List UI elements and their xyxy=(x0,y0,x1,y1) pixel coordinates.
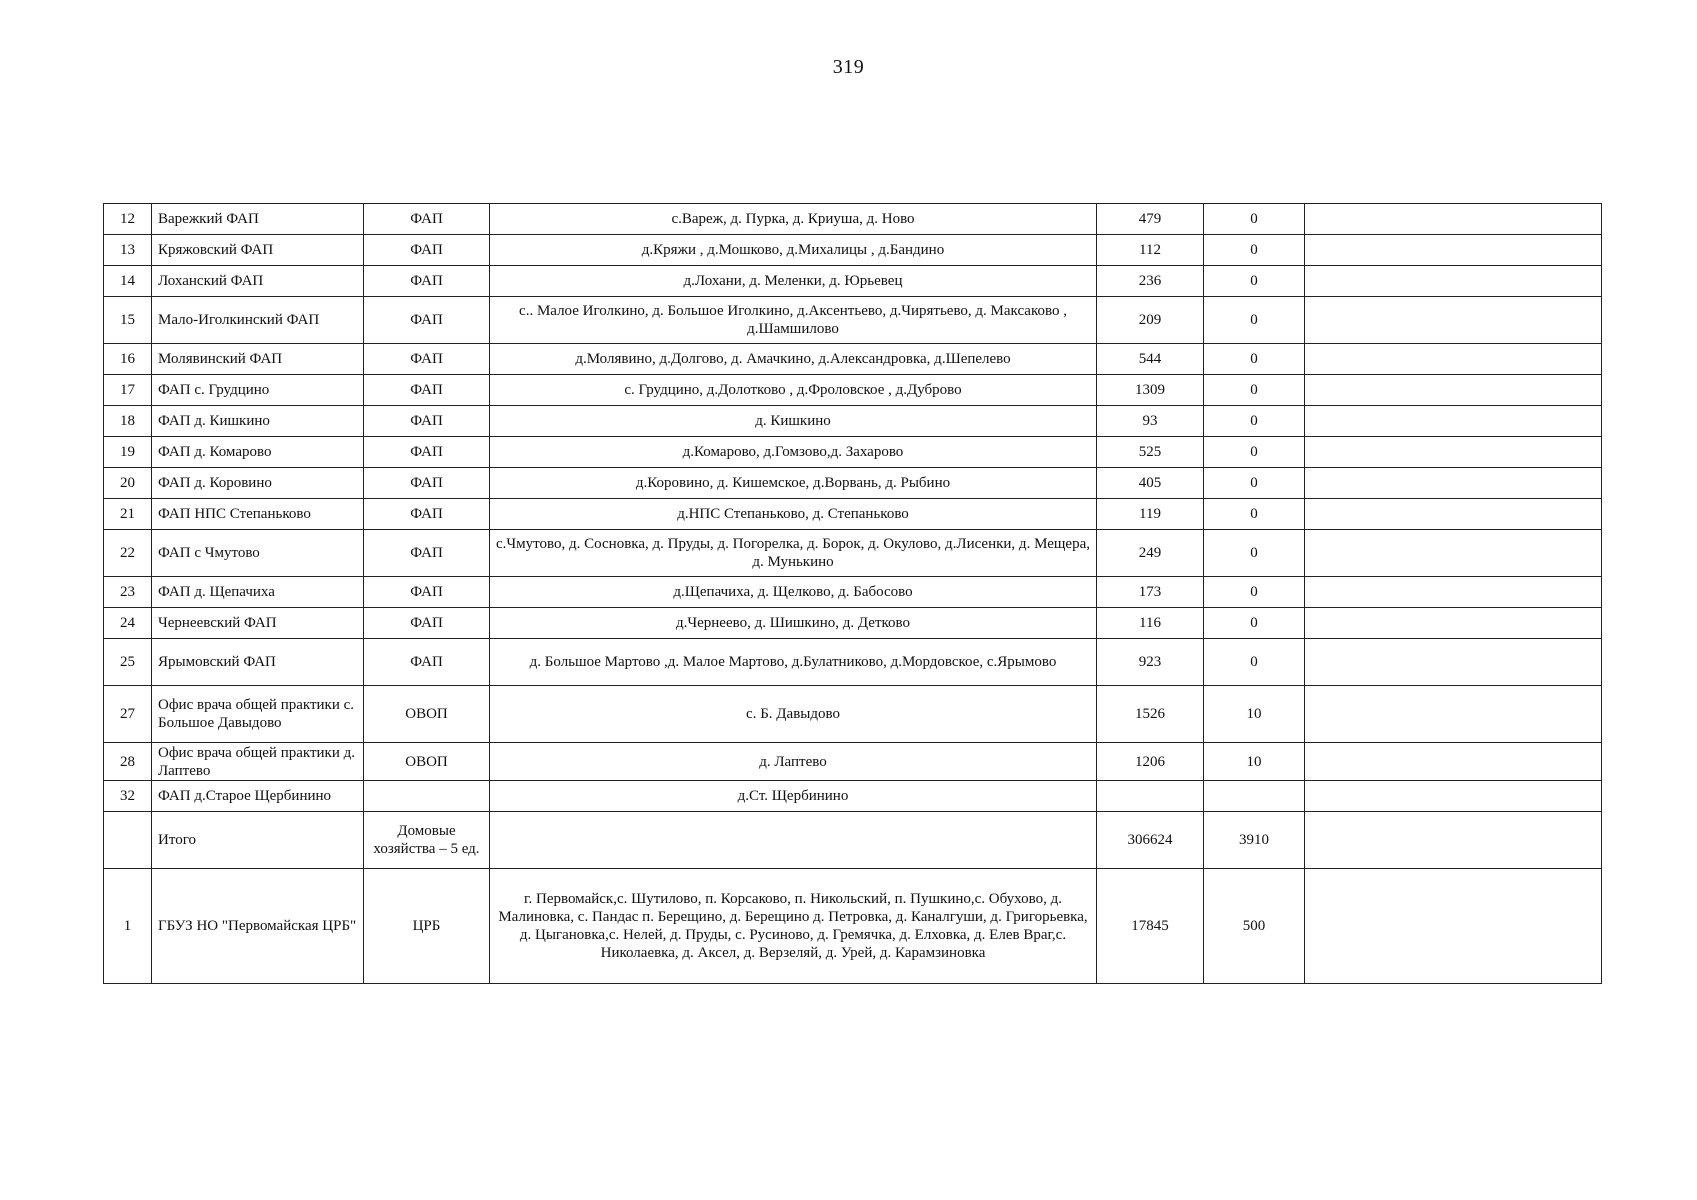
facility-name-cell: Чернеевский ФАП xyxy=(152,608,364,639)
notes-cell xyxy=(1305,530,1602,577)
row-number-cell: 19 xyxy=(104,437,152,468)
notes-cell xyxy=(1305,781,1602,812)
facility-type-cell: ФАП xyxy=(364,499,490,530)
table-row xyxy=(104,639,1602,686)
service-area-cell: д.Лохани, д. Меленки, д. Юрьевец xyxy=(490,266,1097,297)
service-area-cell: с. Грудцино, д.Долотково , д.Фроловское , д.Дуброво xyxy=(490,375,1097,406)
beds-cell: 500 xyxy=(1204,869,1305,984)
table-row xyxy=(104,297,1602,344)
facility-type-cell: ФАП xyxy=(364,530,490,577)
service-area-cell: д.НПС Степаньково, д. Степаньково xyxy=(490,499,1097,530)
service-area-cell: д.Кряжи , д.Мошково, д.Михалицы , д.Бандино xyxy=(490,235,1097,266)
service-area-cell: д.Чернеево, д. Шишкино, д. Детково xyxy=(490,608,1097,639)
population-cell: 525 xyxy=(1097,437,1204,468)
service-area-cell: с.Вареж, д. Пурка, д. Криуша, д. Ново xyxy=(490,204,1097,235)
row-number-cell: 25 xyxy=(104,639,152,686)
table-row xyxy=(104,869,1602,984)
row-number-cell: 1 xyxy=(104,869,152,984)
row-number-cell: 22 xyxy=(104,530,152,577)
notes-cell xyxy=(1305,499,1602,530)
beds-cell: 0 xyxy=(1204,406,1305,437)
row-number-cell: 14 xyxy=(104,266,152,297)
population-cell: 544 xyxy=(1097,344,1204,375)
facility-type-cell: Домовые хозяйства – 5 ед. xyxy=(364,812,490,869)
notes-cell xyxy=(1305,375,1602,406)
population-cell: 116 xyxy=(1097,608,1204,639)
facility-name-cell: ГБУЗ НО "Первомайская ЦРБ" xyxy=(152,869,364,984)
beds-cell: 0 xyxy=(1204,468,1305,499)
beds-cell: 0 xyxy=(1204,608,1305,639)
facility-type-cell: ФАП xyxy=(364,406,490,437)
population-cell: 1206 xyxy=(1097,743,1204,781)
beds-cell: 0 xyxy=(1204,297,1305,344)
row-number-cell: 20 xyxy=(104,468,152,499)
beds-cell: 10 xyxy=(1204,743,1305,781)
population-cell: 173 xyxy=(1097,577,1204,608)
row-number-cell: 16 xyxy=(104,344,152,375)
notes-cell xyxy=(1305,468,1602,499)
beds-cell: 0 xyxy=(1204,235,1305,266)
table-row xyxy=(104,499,1602,530)
facility-type-cell: ФАП xyxy=(364,235,490,266)
facility-name-cell: Кряжовский ФАП xyxy=(152,235,364,266)
table-row xyxy=(104,266,1602,297)
population-cell: 1526 xyxy=(1097,686,1204,743)
service-area-cell: с.. Малое Иголкино, д. Большое Иголкино, д.Аксентьево, д.Чирятьево, д. Максаково , д.Шамшилово xyxy=(490,297,1097,344)
table-row xyxy=(104,375,1602,406)
facility-name-cell: ФАП д. Комарово xyxy=(152,437,364,468)
page-number: 319 xyxy=(832,56,865,78)
service-area-cell: д.Молявино, д.Долгово, д. Амачкино, д.Александровка, д.Шепелево xyxy=(490,344,1097,375)
facility-name-cell: Молявинский ФАП xyxy=(152,344,364,375)
beds-cell: 10 xyxy=(1204,686,1305,743)
facility-name-cell: Мало-Иголкинский ФАП xyxy=(152,297,364,344)
facility-type-cell: ФАП xyxy=(364,375,490,406)
facility-name-cell: Офис врача общей практики с. Большое Давыдово xyxy=(152,686,364,743)
population-cell: 306624 xyxy=(1097,812,1204,869)
facility-type-cell: ФАП xyxy=(364,266,490,297)
service-area-cell: д.Комарово, д.Гомзово,д. Захарово xyxy=(490,437,1097,468)
service-area-cell: г. Первомайск,с. Шутилово, п. Корсаково, п. Никольский, п. Пушкино,с. Обухово, д. Малиновка, с. Пандас п. Берещино, д. Берещино д. Петровка, д. Каналгуши, д. Григорьевка, д. Цыгановка,с. Нелей, д. Пруды, с. Русиново, д. Гремячка, д. Елховка, д. Елев Враг,с. Николаевка, д. Аксел, д. Верзеляй, д. Урей, д. Карамзиновка xyxy=(490,869,1097,984)
row-number-cell: 13 xyxy=(104,235,152,266)
table-row xyxy=(104,344,1602,375)
facility-type-cell: ФАП xyxy=(364,577,490,608)
table-row xyxy=(104,686,1602,743)
population-cell: 119 xyxy=(1097,499,1204,530)
notes-cell xyxy=(1305,437,1602,468)
beds-cell xyxy=(1204,781,1305,812)
population-cell: 1309 xyxy=(1097,375,1204,406)
facility-name-cell: ФАП с Чмутово xyxy=(152,530,364,577)
notes-cell xyxy=(1305,406,1602,437)
facility-type-cell: ФАП xyxy=(364,639,490,686)
table-row xyxy=(104,235,1602,266)
facility-type-cell: ФАП xyxy=(364,468,490,499)
facility-name-cell: ФАП д.Старое Щербинино xyxy=(152,781,364,812)
row-number-cell: 28 xyxy=(104,743,152,781)
facility-type-cell: ФАП xyxy=(364,297,490,344)
population-cell: 923 xyxy=(1097,639,1204,686)
facility-type-cell: ФАП xyxy=(364,437,490,468)
service-area-cell xyxy=(490,812,1097,869)
population-cell: 236 xyxy=(1097,266,1204,297)
beds-cell: 0 xyxy=(1204,375,1305,406)
facility-name-cell: Итого xyxy=(152,812,364,869)
beds-cell: 0 xyxy=(1204,204,1305,235)
beds-cell: 0 xyxy=(1204,266,1305,297)
row-number-cell: 32 xyxy=(104,781,152,812)
table-row xyxy=(104,781,1602,812)
facility-name-cell: Лоханский ФАП xyxy=(152,266,364,297)
facility-name-cell: ФАП д. Кишкино xyxy=(152,406,364,437)
table-row xyxy=(104,406,1602,437)
notes-cell xyxy=(1305,344,1602,375)
row-number-cell: 12 xyxy=(104,204,152,235)
beds-cell: 0 xyxy=(1204,530,1305,577)
table-row xyxy=(104,812,1602,869)
facility-name-cell: Ярымовский ФАП xyxy=(152,639,364,686)
facility-name-cell: ФАП НПС Степаньково xyxy=(152,499,364,530)
table-body xyxy=(104,204,1602,984)
notes-cell xyxy=(1305,686,1602,743)
notes-cell xyxy=(1305,297,1602,344)
facility-type-cell: ОВОП xyxy=(364,686,490,743)
population-cell: 249 xyxy=(1097,530,1204,577)
facility-type-cell: ФАП xyxy=(364,344,490,375)
notes-cell xyxy=(1305,204,1602,235)
facility-name-cell: ФАП с. Грудцино xyxy=(152,375,364,406)
facility-name-cell: ФАП д. Коровино xyxy=(152,468,364,499)
notes-cell xyxy=(1305,639,1602,686)
service-area-cell: д.Коровино, д. Кишемское, д.Ворвань, д. Рыбино xyxy=(490,468,1097,499)
row-number-cell: 27 xyxy=(104,686,152,743)
population-cell: 93 xyxy=(1097,406,1204,437)
notes-cell xyxy=(1305,812,1602,869)
facility-type-cell: ЦРБ xyxy=(364,869,490,984)
row-number-cell: 18 xyxy=(104,406,152,437)
service-area-cell: д.Ст. Щербинино xyxy=(490,781,1097,812)
table-row xyxy=(104,608,1602,639)
beds-cell: 0 xyxy=(1204,577,1305,608)
table-row xyxy=(104,437,1602,468)
service-area-cell: д. Кишкино xyxy=(490,406,1097,437)
service-area-cell: с. Б. Давыдово xyxy=(490,686,1097,743)
row-number-cell: 17 xyxy=(104,375,152,406)
population-cell: 209 xyxy=(1097,297,1204,344)
population-cell xyxy=(1097,781,1204,812)
notes-cell xyxy=(1305,266,1602,297)
table-row xyxy=(104,468,1602,499)
notes-cell xyxy=(1305,608,1602,639)
beds-cell: 0 xyxy=(1204,437,1305,468)
beds-cell: 0 xyxy=(1204,499,1305,530)
facility-type-cell xyxy=(364,781,490,812)
population-cell: 112 xyxy=(1097,235,1204,266)
facility-type-cell: ОВОП xyxy=(364,743,490,781)
service-area-cell: с.Чмутово, д. Сосновка, д. Пруды, д. Погорелка, д. Борок, д. Окулово, д.Лисенки, д. Мещера, д. Мунькино xyxy=(490,530,1097,577)
row-number-cell: 23 xyxy=(104,577,152,608)
notes-cell xyxy=(1305,577,1602,608)
facility-name-cell: ФАП д. Щепачиха xyxy=(152,577,364,608)
row-number-cell xyxy=(104,812,152,869)
table-row xyxy=(104,743,1602,781)
row-number-cell: 15 xyxy=(104,297,152,344)
notes-cell xyxy=(1305,743,1602,781)
population-cell: 17845 xyxy=(1097,869,1204,984)
table-row xyxy=(104,204,1602,235)
table-row xyxy=(104,577,1602,608)
table-row xyxy=(104,530,1602,577)
row-number-cell: 24 xyxy=(104,608,152,639)
facility-type-cell: ФАП xyxy=(364,204,490,235)
notes-cell xyxy=(1305,235,1602,266)
service-area-cell: д. Большое Мартово ,д. Малое Мартово, д.Булатниково, д.Мордовское, с.Ярымово xyxy=(490,639,1097,686)
service-area-cell: д. Лаптево xyxy=(490,743,1097,781)
population-cell: 479 xyxy=(1097,204,1204,235)
notes-cell xyxy=(1305,869,1602,984)
facilities-table xyxy=(103,203,1602,984)
facility-name-cell: Варежкий ФАП xyxy=(152,204,364,235)
service-area-cell: д.Щепачиха, д. Щелково, д. Бабосово xyxy=(490,577,1097,608)
beds-cell: 0 xyxy=(1204,639,1305,686)
beds-cell: 3910 xyxy=(1204,812,1305,869)
beds-cell: 0 xyxy=(1204,344,1305,375)
row-number-cell: 21 xyxy=(104,499,152,530)
facility-name-cell: Офис врача общей практики д. Лаптево xyxy=(152,743,364,781)
facility-type-cell: ФАП xyxy=(364,608,490,639)
population-cell: 405 xyxy=(1097,468,1204,499)
